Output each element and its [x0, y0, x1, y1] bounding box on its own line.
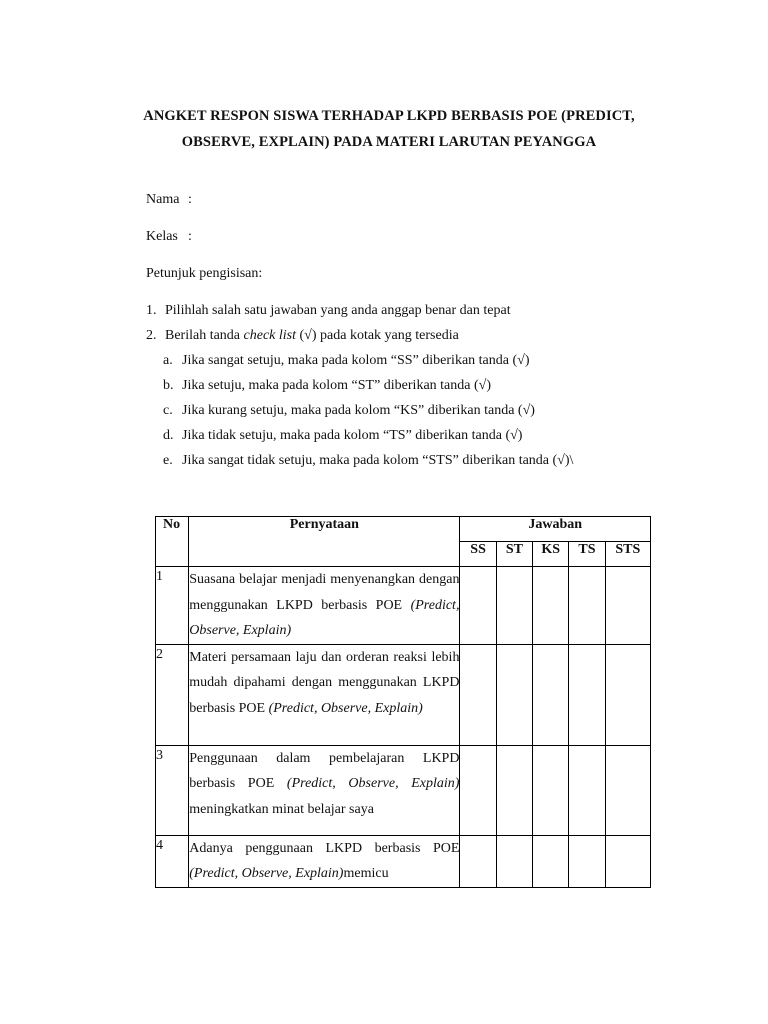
instructions-heading: Petunjuk pengisisan: [146, 266, 263, 281]
sub-instruction-e [163, 453, 573, 469]
statement-text: Penggunaan dalam pembelajaran LKPD berbasis POE [189, 750, 460, 791]
answer-cell-ss[interactable] [460, 567, 496, 645]
header-option-st: ST [496, 542, 532, 567]
instruction-number: 2. [146, 328, 157, 343]
header-option-sts: STS [605, 542, 650, 567]
sub-text: Jika sangat setuju, maka pada kolom “SS” diberikan tanda (√) [182, 353, 530, 368]
answer-cell-ks[interactable] [533, 644, 569, 745]
name-label: Nama [146, 192, 180, 207]
sub-letter: e. [163, 453, 173, 468]
class-field [146, 229, 192, 245]
table-header-row [156, 517, 651, 542]
answer-cell-ks[interactable] [533, 835, 569, 887]
table-row [156, 745, 651, 835]
statement-text: Adanya penggunaan LKPD berbasis POE [189, 840, 460, 856]
instruction-item-1 [146, 303, 511, 319]
answer-cell-ts[interactable] [569, 835, 605, 887]
sub-instruction-b [163, 378, 491, 394]
answer-cell-sts[interactable] [605, 745, 650, 835]
sub-instruction-c [163, 403, 535, 419]
row-number: 1 [156, 567, 189, 645]
class-colon: : [188, 229, 192, 244]
header-jawaban: Jawaban [460, 517, 651, 542]
statement-text: Suasana belajar menjadi menyenangkan dengan menggunakan LKPD berbasis POE [189, 572, 460, 613]
statement-italic: (Predict, Observe, Explain) [286, 776, 460, 791]
statement-text: Materi persamaan laju dan orderan reaksi lebih mudah dipahami dengan menggunakan LKPD berbasis POE [189, 649, 460, 716]
header-option-ks: KS [533, 542, 569, 567]
instruction-number: 1. [146, 303, 157, 318]
class-label: Kelas [146, 229, 178, 244]
instruction-text-italic: check list [243, 328, 297, 343]
answer-cell-st[interactable] [496, 835, 532, 887]
sub-text: Jika kurang setuju, maka pada kolom “KS” diberikan tanda (√) [182, 403, 535, 418]
table-row [156, 644, 651, 745]
answer-cell-ss[interactable] [460, 835, 496, 887]
instruction-text-pre: Berilah tanda [165, 328, 244, 343]
header-option-ss: SS [460, 542, 496, 567]
answer-cell-ss[interactable] [460, 644, 496, 745]
sub-text: Jika sangat tidak setuju, maka pada kolom “STS” diberikan tanda (√)\ [182, 453, 574, 468]
answer-cell-sts[interactable] [605, 644, 650, 745]
answer-cell-st[interactable] [496, 644, 532, 745]
sub-text: Jika setuju, maka pada kolom “ST” diberikan tanda (√) [182, 378, 491, 393]
sub-letter: c. [163, 403, 173, 418]
answer-cell-sts[interactable] [605, 835, 650, 887]
statement-italic: (Predict, Observe, Explain) [268, 700, 423, 716]
statement-text-post: meningkatkan minat belajar saya [189, 801, 374, 817]
instruction-item-2 [146, 328, 459, 344]
answer-cell-sts[interactable] [605, 567, 650, 645]
sub-letter: d. [163, 428, 174, 443]
instruction-text: Pilihlah salah satu jawaban yang anda anggap benar dan tepat [165, 303, 511, 318]
statement-cell [189, 644, 460, 745]
table-row [156, 567, 651, 645]
header-pernyataan: Pernyataan [189, 517, 460, 567]
statement-text-post: memicu [343, 866, 389, 881]
header-option-ts: TS [569, 542, 605, 567]
name-colon: : [188, 192, 192, 207]
name-field [146, 192, 192, 208]
sub-instruction-d [163, 428, 522, 444]
answer-cell-ss[interactable] [460, 745, 496, 835]
instruction-text-post: (√) pada kotak yang tersedia [296, 328, 459, 343]
sub-letter: b. [163, 378, 174, 393]
row-number: 4 [156, 835, 189, 887]
answer-cell-ts[interactable] [569, 745, 605, 835]
document-title: ANGKET RESPON SISWA TERHADAP LKPD BERBASIS POE (PREDICT, OBSERVE, EXPLAIN) PADA MATERI LARUTAN PEYANGGA [143, 108, 635, 150]
table-row [156, 835, 651, 887]
row-number: 2 [156, 644, 189, 745]
sub-instruction-a [163, 353, 529, 369]
statement-cell [189, 835, 460, 887]
statement-cell [189, 745, 460, 835]
answer-cell-st[interactable] [496, 567, 532, 645]
row-number: 3 [156, 745, 189, 835]
statement-italic: (Predict, Observe, Explain) [189, 866, 344, 881]
answer-cell-ks[interactable] [533, 567, 569, 645]
answer-cell-ts[interactable] [569, 567, 605, 645]
sub-text: Jika tidak setuju, maka pada kolom “TS” diberikan tanda (√) [182, 428, 523, 443]
answer-cell-ks[interactable] [533, 745, 569, 835]
sub-letter: a. [163, 353, 173, 368]
answer-cell-st[interactable] [496, 745, 532, 835]
header-no: No [156, 517, 189, 567]
statement-italic: (Predict, Observe, Explain) [189, 597, 460, 638]
questionnaire-table [155, 516, 651, 888]
answer-cell-ts[interactable] [569, 644, 605, 745]
statement-cell [189, 567, 460, 645]
